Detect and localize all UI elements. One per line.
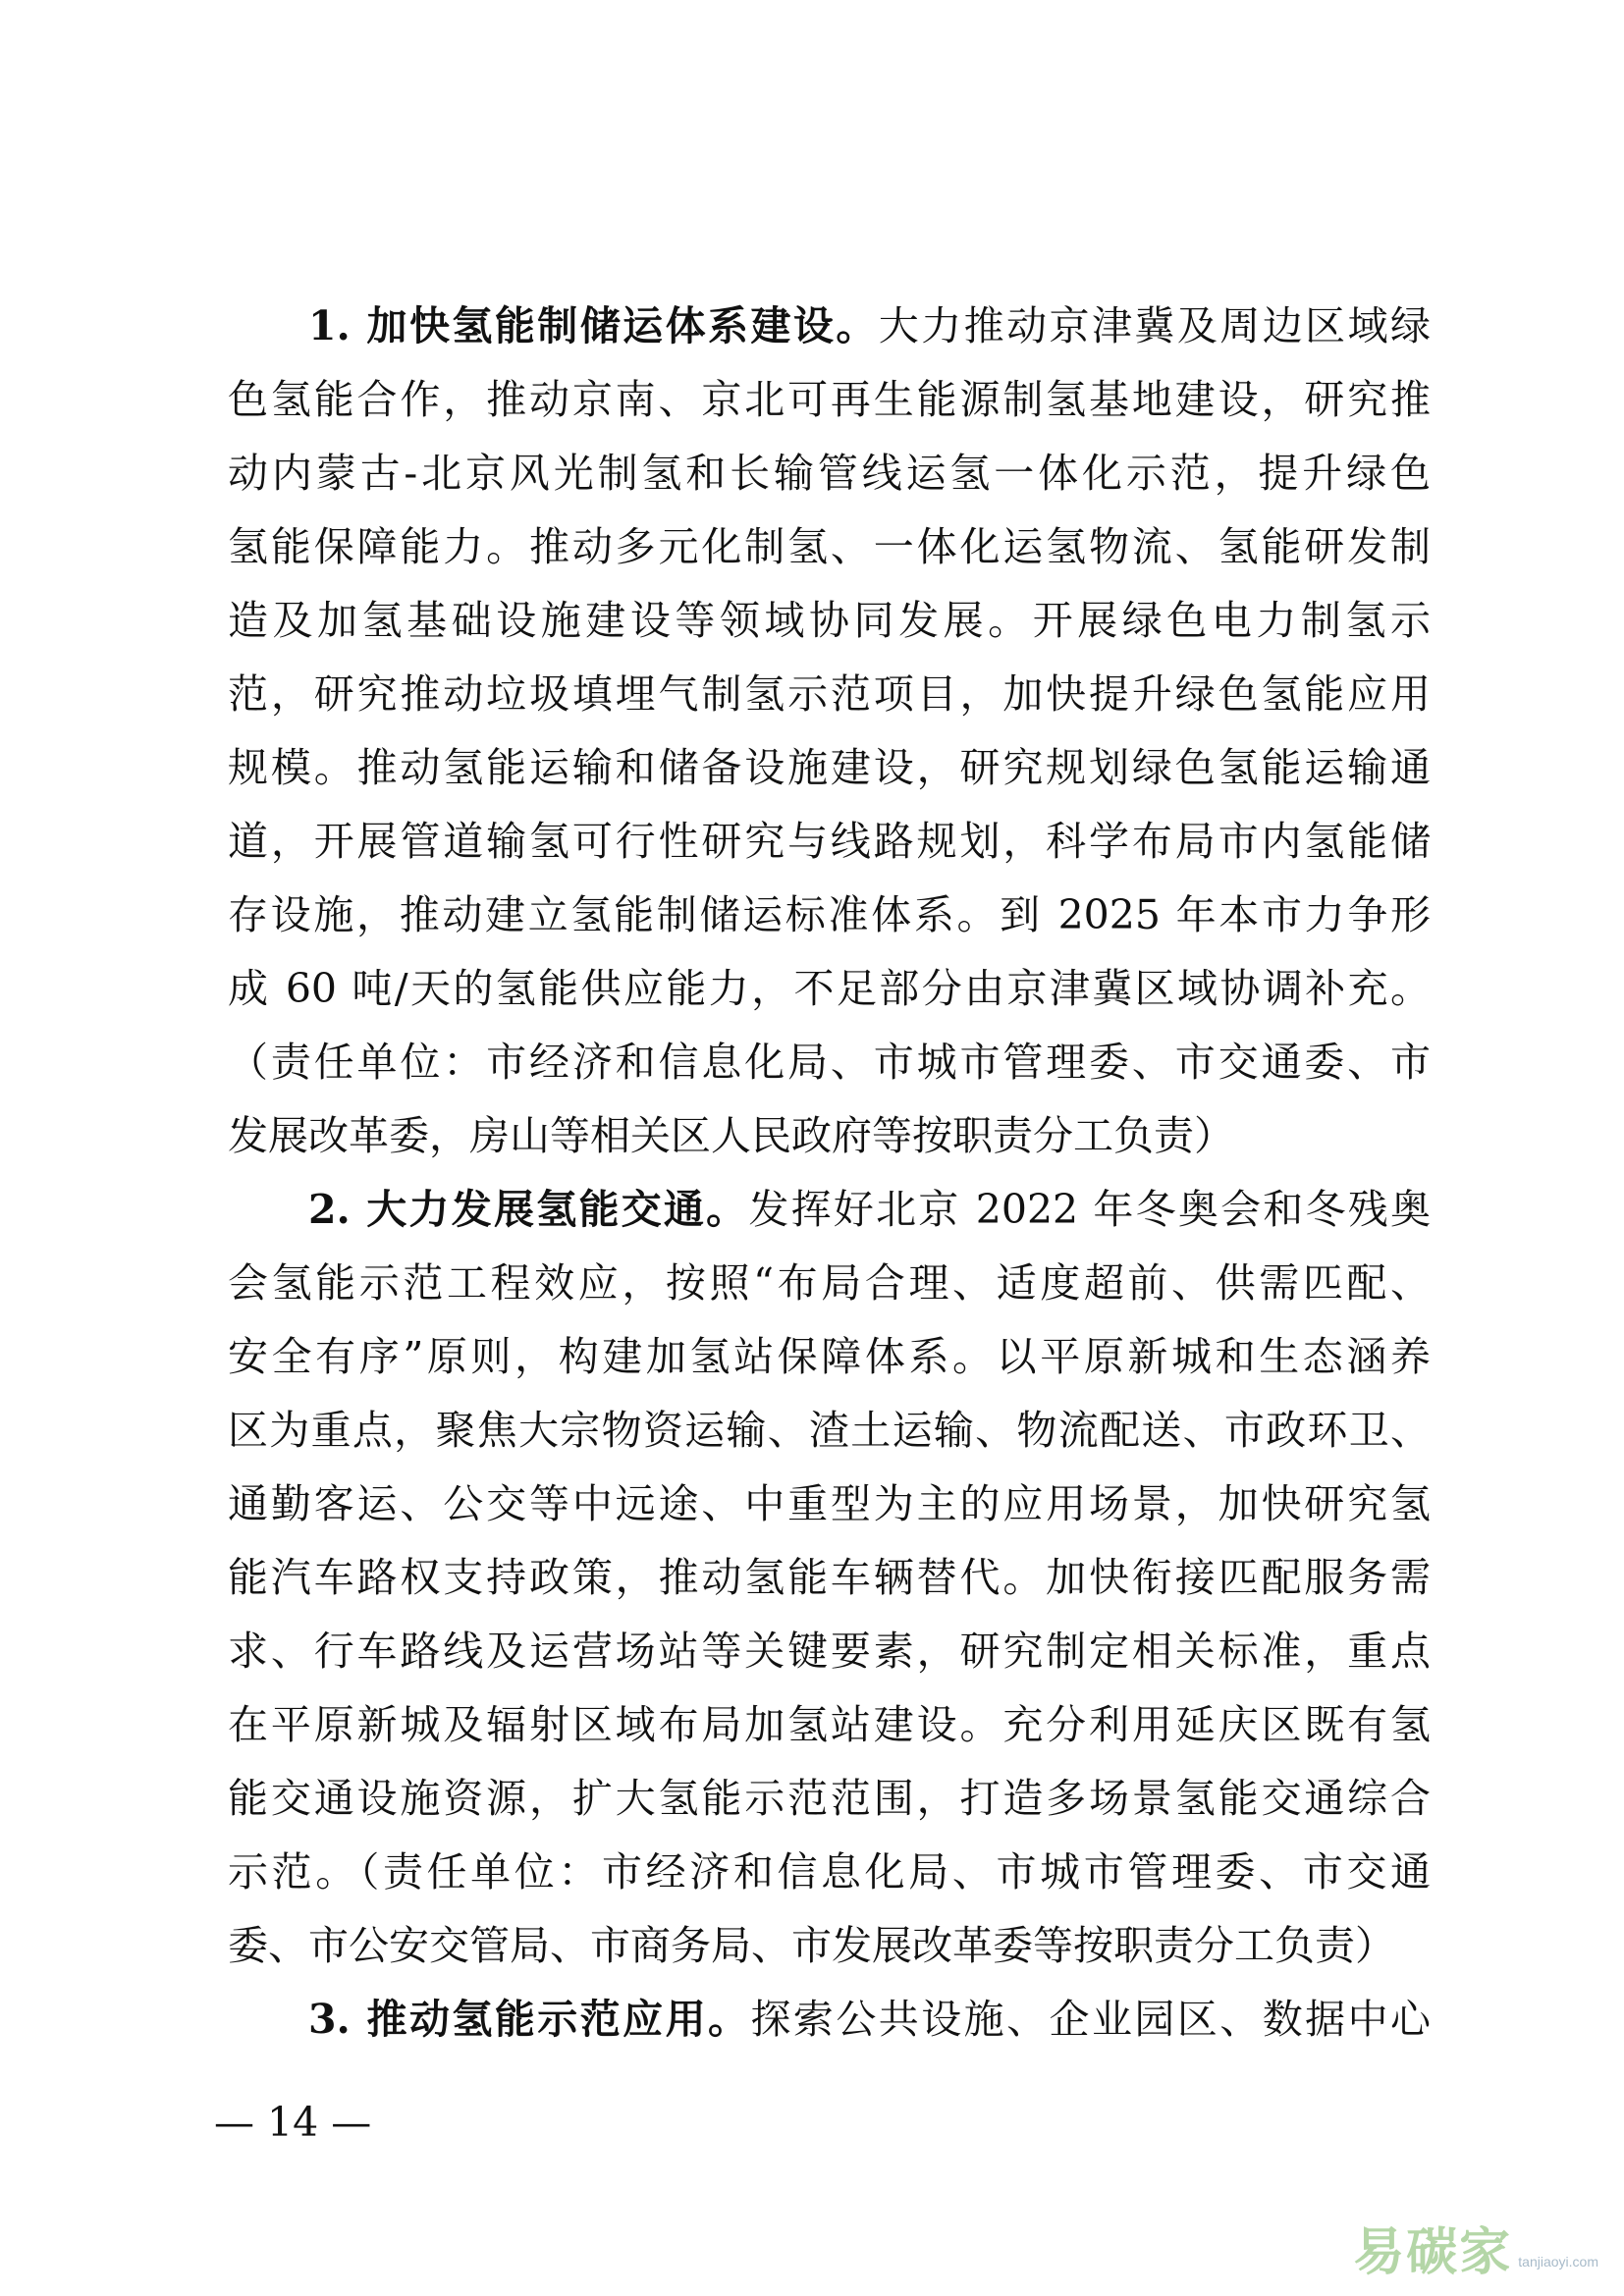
line-text: 会氢能示范工程效应，按照“布局合理、适度超前、供需匹配、 [228,1259,1431,1307]
paragraph-line [228,584,1431,658]
line-text: 能汽车路权支持政策，推动氢能车辆替代。加快衔接匹配服务需 [228,1554,1431,1601]
paragraph-line [228,952,1431,1026]
line-text: 色氢能合作，推动京南、京北可再生能源制氢基地建设，研究推 [228,376,1431,423]
section-heading: 2. 大力发展氢能交通。 [308,1186,749,1233]
paragraph-line [228,1909,1431,1983]
line-text: 发展改革委，房山等相关区人民政府等按职责分工负责） [228,1112,1234,1159]
paragraph-line [228,1026,1431,1099]
line-text: （责任单位：市经济和信息化局、市城市管理委、市交通委、市 [228,1039,1431,1086]
paragraph-line [228,437,1431,510]
paragraph-line [228,510,1431,584]
line-text: 通勤客运、公交等中远途、中重型为主的应用场景，加快研究氢 [228,1480,1431,1527]
line-text: 能交通设施资源，扩大氢能示范范围，打造多场景氢能交通综合 [228,1775,1431,1822]
line-text: 委、市公安交管局、市商务局、市发展改革委等按职责分工负责） [228,1922,1395,1969]
line-text: 区为重点，聚焦大宗物资运输、渣土运输、物流配送、市政环卫、 [228,1407,1431,1454]
line-text: 求、行车路线及运营场站等关键要素，研究制定相关标准，重点 [228,1628,1431,1675]
line-text: 在平原新城及辐射区域布局加氢站建设。充分利用延庆区既有氢 [228,1701,1431,1748]
line-text: 造及加氢基础设施建设等领域协同发展。开展绿色电力制氢示 [228,597,1431,644]
paragraph-line [228,1247,1431,1320]
paragraph-line [228,879,1431,952]
paragraph-line [228,1688,1431,1762]
line-text: 范，研究推动垃圾填埋气制氢示范项目，加快提升绿色氢能应用 [228,670,1431,718]
paragraph-heading-line [228,1173,1431,1247]
paragraph-heading-line [228,290,1431,363]
paragraph-line [228,658,1431,731]
paragraph-line [228,1836,1431,1909]
watermark-domain: tanjiaoyi.com [1518,2254,1598,2269]
line-text: 大力推动京津冀及周边区域绿 [878,302,1432,349]
paragraph-line [228,1615,1431,1688]
line-text: 氢能保障能力。推动多元化制氢、一体化运氢物流、氢能研发制 [228,523,1431,570]
watermark-logo [1353,2223,1598,2282]
paragraph-line [228,731,1431,805]
paragraph-line [228,1099,1431,1173]
paragraph-line [228,363,1431,437]
paragraph-heading-line [228,1983,1431,2056]
paragraph-line [228,1468,1431,1541]
line-text: 道，开展管道输氢可行性研究与线路规划，科学布局市内氢能储 [228,818,1431,865]
line-text: 动内蒙古-北京风光制氢和长输管线运氢一体化示范，提升绿色 [228,450,1431,497]
paragraph-line [228,1394,1431,1468]
section-heading: 3. 推动氢能示范应用。 [308,1996,751,2043]
paragraph-line [228,1320,1431,1394]
paragraph-line [228,805,1431,879]
paragraph-line [228,1541,1431,1615]
section-heading: 1. 加快氢能制储运体系建设。 [308,302,879,349]
line-text: 发挥好北京 2022 年冬奥会和冬残奥 [748,1186,1431,1233]
line-text: 示范。（责任单位：市经济和信息化局、市城市管理委、市交通 [228,1848,1431,1896]
page-number: — 14 — [214,2099,372,2146]
paragraph-line [228,1762,1431,1836]
document-body [228,290,1431,2056]
watermark-logo-text: 易碳家 [1353,2223,1513,2282]
line-text: 安全有序”原则，构建加氢站保障体系。以平原新城和生态涵养 [228,1333,1431,1380]
line-text: 成 60 吨/天的氢能供应能力，不足部分由京津冀区域协调补充。 [228,965,1431,1012]
line-text: 存设施，推动建立氢能制储运标准体系。到 2025 年本市力争形 [228,891,1431,938]
line-text: 规模。推动氢能运输和储备设施建设，研究规划绿色氢能运输通 [228,744,1431,791]
line-text: 探索公共设施、企业园区、数据中心 [750,1996,1432,2043]
